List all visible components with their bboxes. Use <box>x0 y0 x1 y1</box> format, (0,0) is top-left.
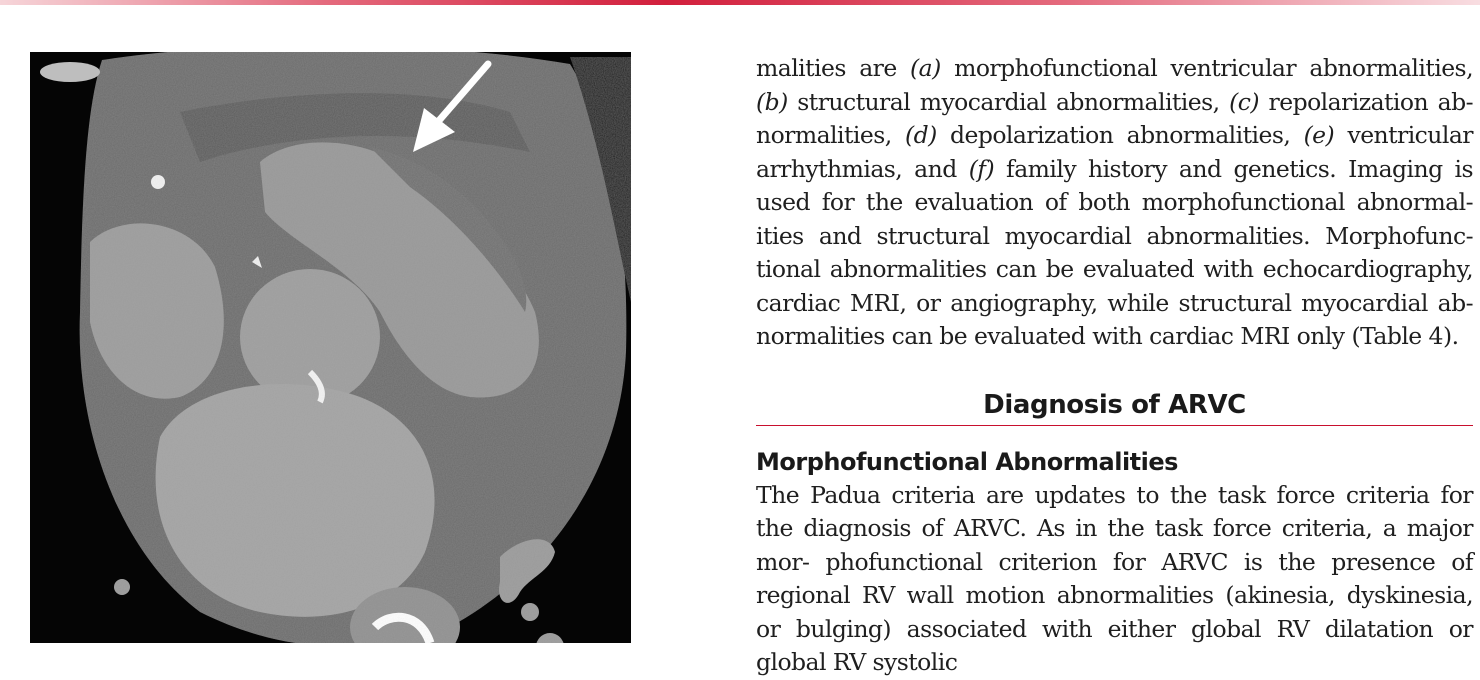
text-segment: repolarization ab- <box>1258 87 1473 116</box>
ct-figure-image <box>30 52 631 643</box>
text-segment: ventricular <box>1334 121 1473 149</box>
section-heading: Diagnosis of ARVC <box>756 387 1473 426</box>
text-segment: (d) <box>904 121 937 149</box>
text-segment: normalities can be evaluated with cardiac MRI only (Table 4). <box>756 322 1459 350</box>
text-segment: wall motion abnormalities (akinesia, dyskinesia, or bulging) <box>756 581 1473 643</box>
text-segment: diagnosis of ARVC. As in the task force criteria, a major mor- <box>756 514 1473 576</box>
text-segment: (e) <box>1303 121 1335 149</box>
text-segment: associated with either global RV dilatation or global RV systolic <box>756 614 1473 676</box>
text-segment: malities are <box>756 54 911 82</box>
text-segment: (b) <box>756 87 788 116</box>
text-segment: (f) <box>968 154 995 183</box>
text-segment: family history and genetics. Imaging is <box>994 154 1474 183</box>
text-segment: normalities, <box>756 121 905 149</box>
text-segment: The Padua criteria are updates to the task force criteria for the <box>756 480 1473 542</box>
top-accent-rule <box>0 0 1480 5</box>
text-segment: structural myocardial abnormalities, <box>787 87 1230 116</box>
text-segment: morphofunctional ventricular abnormalities, <box>940 54 1473 82</box>
text-segment: tional abnormalities can be evaluated with echocardiography, <box>756 255 1473 283</box>
text-segment: used for the evaluation of both morphofunctional abnormal- <box>756 188 1473 216</box>
text-segment: (a) <box>910 54 941 82</box>
text-segment: ities and structural myocardial abnormalities. Morphofunc- <box>756 221 1473 250</box>
body-paragraph-1 <box>756 52 1473 354</box>
subsection-heading: Morphofunctional Abnormalities <box>756 447 1178 476</box>
text-segment: (c) <box>1229 87 1259 116</box>
text-segment: depolarization abnormalities, <box>936 121 1304 149</box>
body-paragraph-2 <box>756 479 1473 680</box>
text-segment: arrhythmias, and <box>756 154 969 183</box>
ct-scan-graphic <box>30 52 631 643</box>
text-segment: phofunctional criterion for ARVC is the presence of regional RV <box>756 547 1474 609</box>
article-text-column <box>756 52 1473 680</box>
text-segment: cardiac MRI, or angiography, while structural myocardial ab- <box>756 288 1473 317</box>
